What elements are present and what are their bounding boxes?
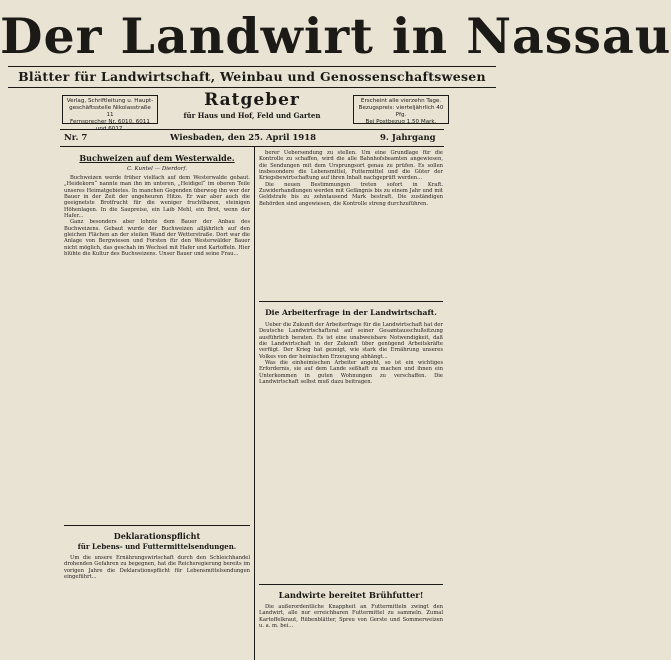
- publisher-line: geschäftsstelle Nikolasstraße 11: [69, 105, 151, 118]
- infobar-bottom-rule: [60, 146, 444, 147]
- article-headline: Deklarationspflicht: [113, 531, 201, 541]
- article-separator: [64, 525, 250, 526]
- subscription-line: Bezugspreis: vierteljährlich 40 Pfg.: [358, 105, 444, 118]
- article-paragraph: berer Uebersendung zu stellen. Um eine Grundlage für die Kontrolle zu schaffen, wird die alle Bahnhofsbeamten angewiesen, die Sendungen mit dem Ursprungsort genau zu prüfen. Es sollen insbesondere die Lebensmittel, Futtermittel und die Güter der Kriegsbewirtschaftung auf ihren Inhalt nachgeprüft werden...: [259, 150, 443, 182]
- issue-date: Wiesbaden, den 25. April 1918: [170, 133, 317, 143]
- article-headline: Buchweizen auf dem Westerwalde.: [79, 153, 235, 163]
- article-headline-second-line: für Lebens- und Futtermittelsendungen.: [77, 542, 237, 551]
- subtitle-rule: [8, 87, 496, 88]
- subscription-line: Bei Postbezug 1,50 Mark.: [365, 119, 437, 125]
- article-body: [259, 604, 443, 656]
- subscription-line: Erscheint alle vierzehn Tage.: [360, 98, 442, 104]
- article-separator: [259, 301, 443, 302]
- article-byline: C. Kuntel — Dierdorf.: [127, 166, 187, 172]
- article-paragraph: Ueber die Zukunft der Arbeiterfrage für die Landwirtschaft hat der Deutsche Landwirtschaftsrat auf seiner Gesamtausschußsitzung ausführlich beraten. Es ist eine unabweisbare Notwendigkeit, daß die Landwirtschaft in der Zukunft über genügend Arbeitskräfte verfügt. Der Krieg hat gezeigt, wie stark die Ernährung unseres Volkes von der heimischen Erzeugung abhängt...: [259, 322, 443, 360]
- article-headline: Landwirte bereitet Brühfutter!: [278, 590, 424, 600]
- infobar-top-rule: [60, 129, 444, 130]
- article-paragraph: Die außerordentliche Knappheit an Futtermitteln zwingt den Landwirt, alle nur erreichbaren Futtermittel zu sammeln. Zumal Kartoffelkraut, Rübenblätter, Spreu von Gerste und Sommerweizen u. a. m. bei...: [259, 604, 443, 630]
- article-separator: [259, 584, 443, 585]
- article-body: [64, 175, 250, 521]
- column-divider: [254, 147, 255, 660]
- masthead-title: Der Landwirt in Nassau: [0, 7, 671, 65]
- masthead-rule: [8, 66, 496, 67]
- publisher-line: Fernsprecher Nr. 6010, 6011: [70, 119, 150, 125]
- article-paragraph: Um die unsere Ernährungswirtschaft durch den Schleichhandel drohenden Gefahren zu begegnen, hat die Reichsregierung bereits im vorigen Jahre die Deklarationspflicht für Lebensmittelsendungen eingeführt...: [64, 555, 250, 581]
- article-paragraph: Buchweizen werde früher vielfach auf dem Westerwalde gebaut. „Heidekorn“ nannte man ihn im unteren, „Heidigel“ im oberen Teile unseres Heimatgebietes. In manchen Gegenden überwog ihn wer der Bauer in der Zeit der ungeheuren Hitze. Er war aber auch die geeignetste Brotfrucht für die weniger fruchtbaren, steinigen Höhenlagen. In die Saupreise, ein Laib Mehl, ein Brot, wenn der Hafer...: [64, 175, 250, 220]
- issue-number: Nr. 7: [64, 133, 88, 143]
- article-paragraph: Was die einheimischen Arbeiter angeht, so ist ein wichtiges Erfordernis, sie auf dem Lande seßhaft zu machen und ihnen ein Unterkommen in guten Wohnungen zu verschaffen. Die Landwirtschaft selbst muß dazu beitragen.: [259, 360, 443, 386]
- article-body: [64, 555, 250, 655]
- article-body: [259, 150, 443, 298]
- publisher-info-box: [62, 95, 158, 124]
- article-body: [259, 322, 443, 580]
- publisher-line: Verlag, Schriftleitung u. Haupt-: [66, 98, 154, 104]
- article-paragraph: Ganz besonders aber lohnte dem Bauer der Anbau des Buchweizens. Gebaut wurde der Buchweizen alljährlich auf den gleichen Flächen an der steilen Wand der Wetterstraße. Dort war die Anlage von Bergwiesen und Forsten für den Westerwälder Bauer nicht möglich, das geschah im Wechsel mit Hafer und Kartoffeln. Hier blühte die Kultur des Buchweizens. Unser Bauer und seine Frau...: [64, 219, 250, 258]
- masthead-subtitle: Blätter für Landwirtschaft, Weinbau und Genossenschaftswesen: [18, 69, 486, 84]
- subscription-info-box: [353, 95, 449, 124]
- supplement-title: Ratgeber: [204, 90, 300, 110]
- supplement-subtitle: für Haus und Hof, Feld und Garten: [183, 111, 321, 120]
- article-paragraph: Die neuen Bestimmungen treten sofort in Kraft. Zuwiderhandlungen werden mit Gefängnis bis zu einem Jahr und mit Geldstrafe bis zu zehntausend Mark bestraft. Die zuständigen Behörden sind angewiesen, die Kontrolle streng durchzuführen.: [259, 181, 443, 207]
- article-headline: Die Arbeiterfrage in der Landwirtschaft.: [265, 308, 437, 317]
- volume: 9. Jahrgang: [380, 133, 436, 143]
